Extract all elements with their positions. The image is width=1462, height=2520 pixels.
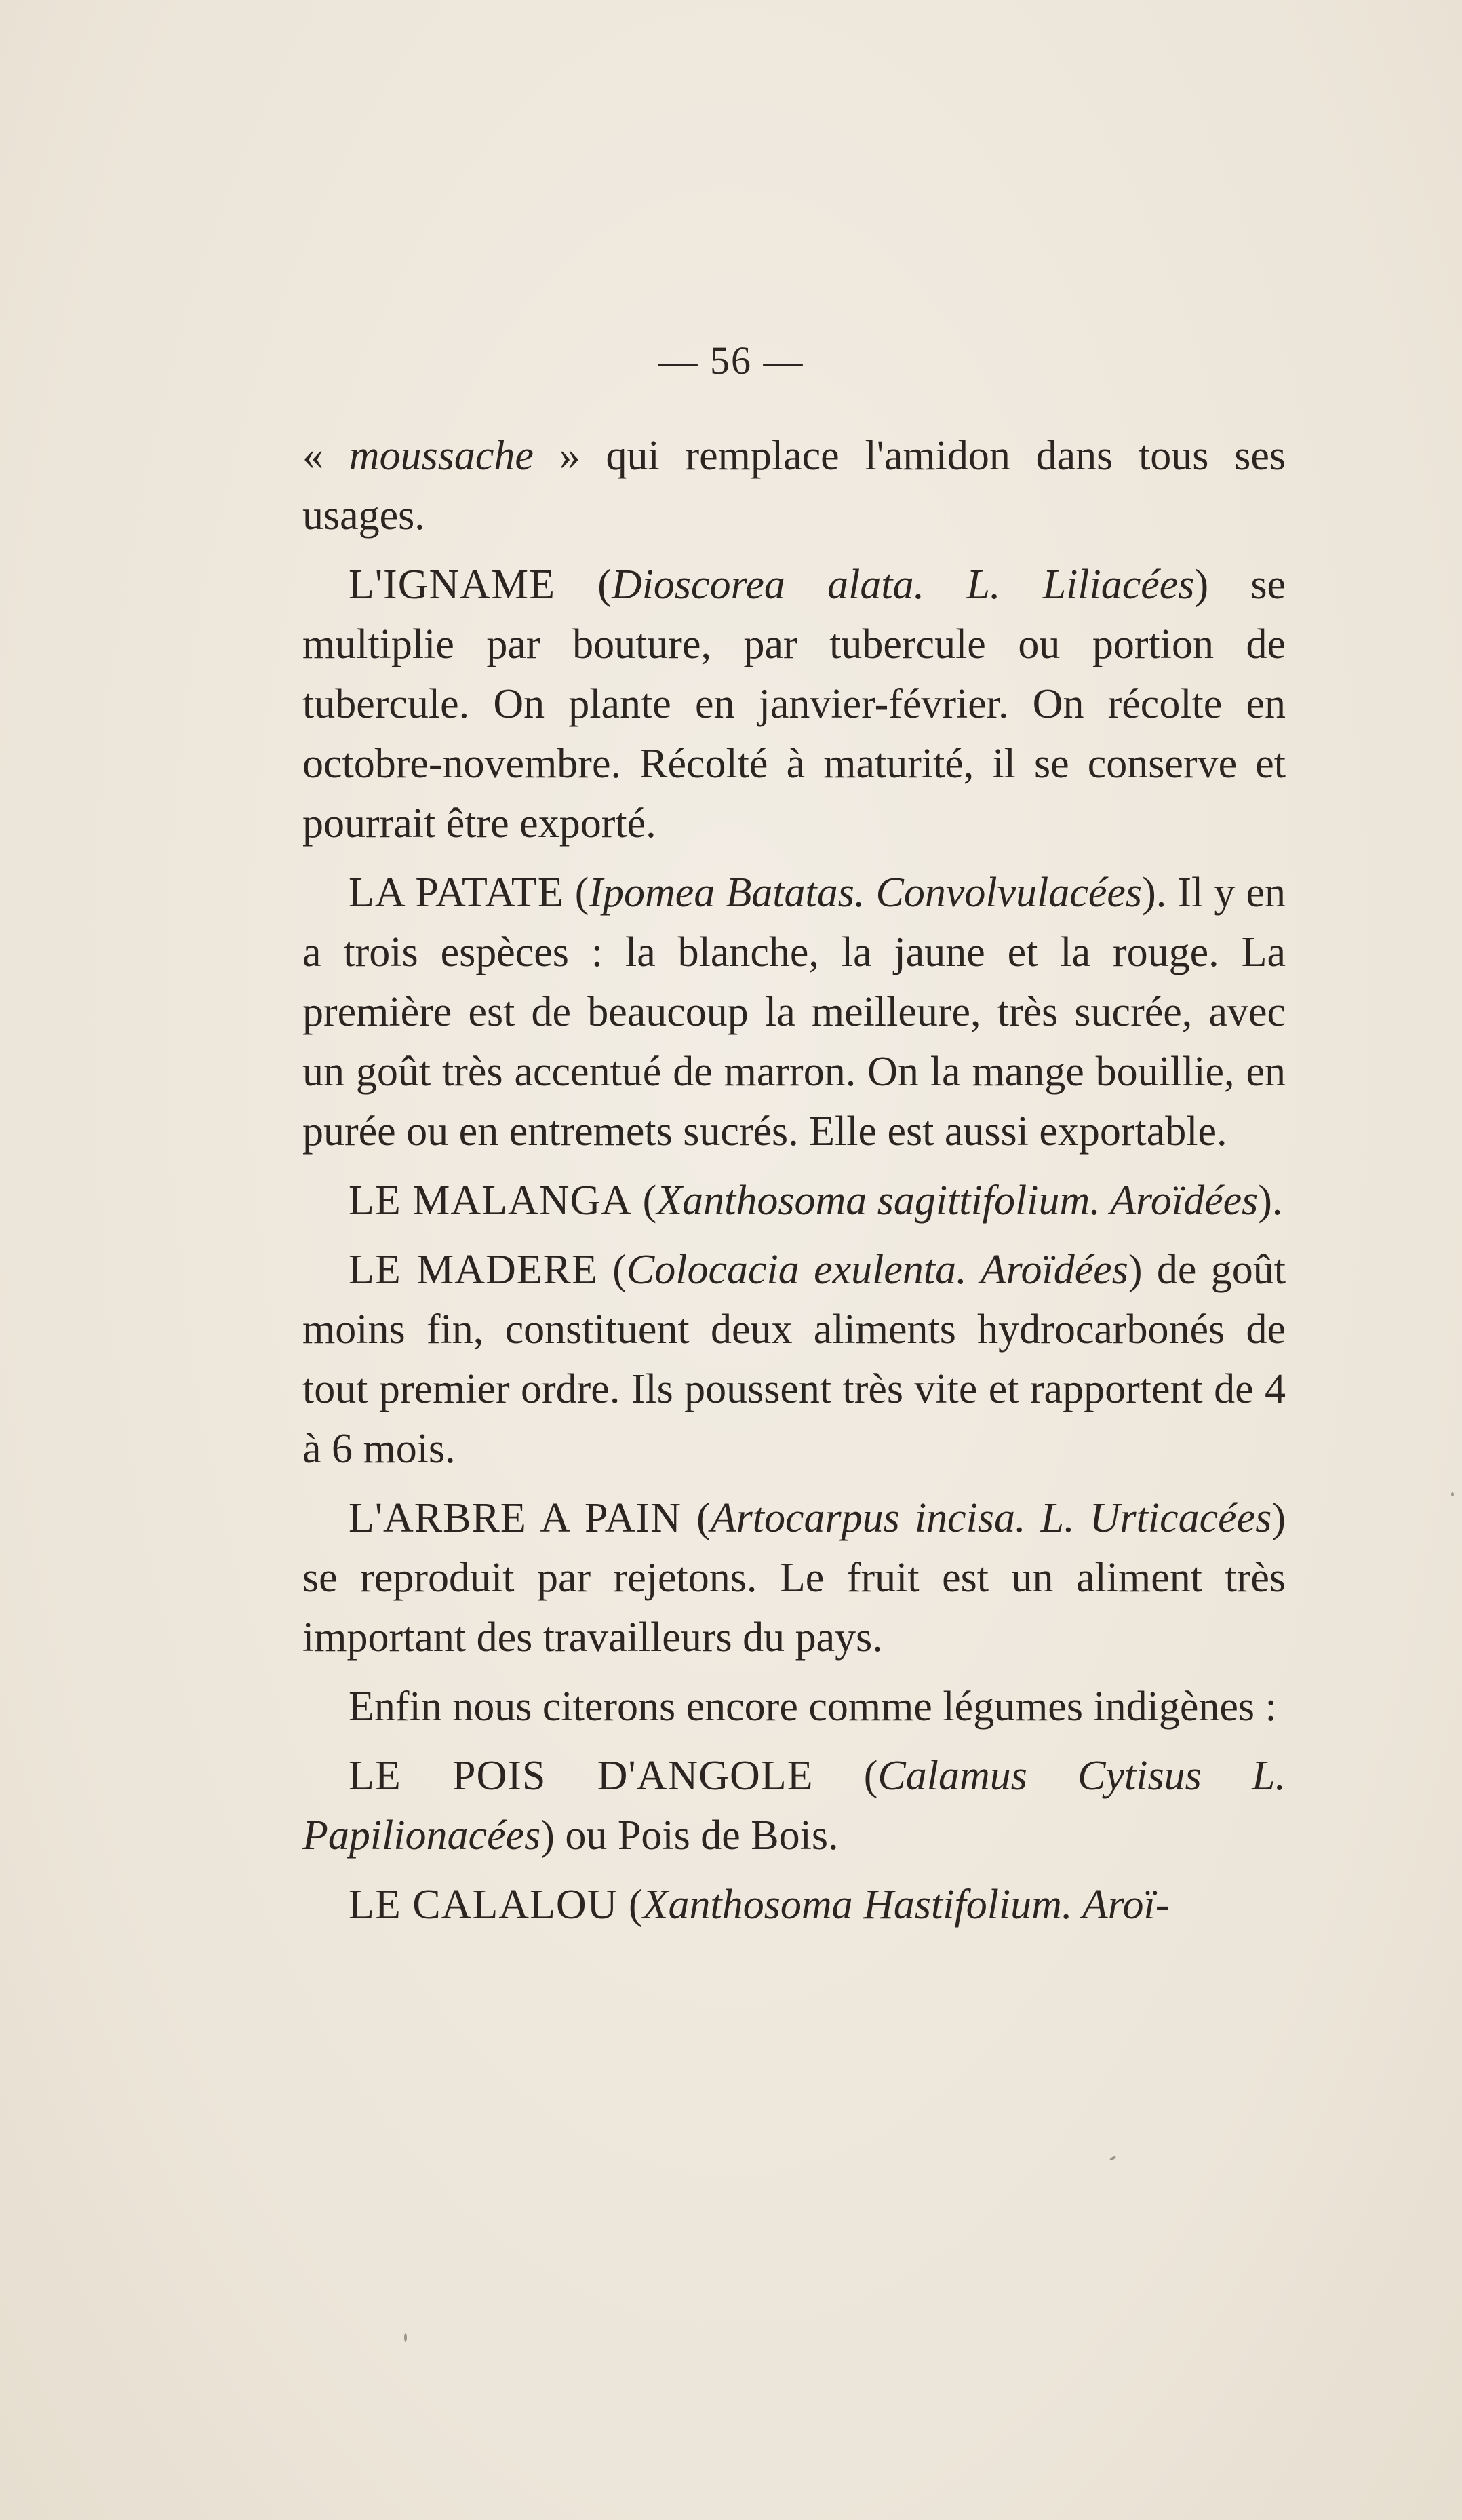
paragraph-moussache <box>302 426 1286 545</box>
text-run: ). Il y en a trois espèces : la blanche, la jaune et la rouge. La première est de beaucoup la meilleure, très sucrée, avec un goût très accentué de marron. On la mange bouillie, en purée ou en entremets sucrés. Elle est aussi exportable. <box>302 870 1286 1155</box>
text-run: ( <box>555 562 612 608</box>
page-number: — 56 — <box>658 338 804 383</box>
text-run: « <box>302 433 349 479</box>
italic-run: Dioscorea alata. L. Liliacées <box>611 562 1195 608</box>
text-run: » qui remplace l'amidon dans tous ses usages. <box>302 433 1286 539</box>
text-run: ( <box>597 1247 627 1293</box>
text-run: ) se reproduit par rejetons. Le fruit est un aliment très important des travailleurs du pays. <box>302 1495 1286 1661</box>
text-run: ) se multiplie par bouture, par tubercule ou portion de tubercule. On plante en janvier-février. On récolte en octobre-novembre. Récolté à maturité, il se conserve et pourrait être exporté. <box>302 562 1286 847</box>
paper-speck <box>1109 2156 1117 2161</box>
paragraph-calalou <box>302 1875 1286 1935</box>
italic-run: moussache <box>349 433 534 479</box>
text-run: Enfin nous citerons encore comme légumes indigènes : <box>349 1684 1277 1730</box>
text-run: ( <box>681 1495 711 1541</box>
paragraph-pois-dangole <box>302 1746 1286 1865</box>
entry-heading: LE MALANGA <box>349 1178 633 1224</box>
text-run: ) de goût moins fin, constituent deux aliments hydrocarbonés de tout premier ordre. Ils poussent très vite et rapportent de 4 à 6 mois. <box>302 1247 1286 1472</box>
text-run: ) ou Pois de Bois. <box>540 1813 839 1859</box>
italic-run: Artocarpus incisa. L. Urticacées <box>710 1495 1272 1541</box>
entry-heading: LE CALALOU <box>349 1882 618 1928</box>
paragraph-legumes <box>302 1677 1286 1737</box>
entry-heading: LE MADERE <box>349 1247 598 1293</box>
text-run: ( <box>813 1753 878 1799</box>
paper-speck <box>404 2333 407 2342</box>
paragraph-madere <box>302 1240 1286 1479</box>
paragraph-igname <box>302 555 1286 853</box>
entry-heading: L'IGNAME <box>349 562 556 608</box>
entry-heading: LA PATATE <box>349 870 564 916</box>
entry-heading: L'ARBRE A PAIN <box>349 1495 681 1541</box>
paragraph-malanga <box>302 1171 1286 1230</box>
italic-run: Calamus Cytisus L. Papilionacées <box>302 1753 1286 1859</box>
entry-heading: LE POIS D'ANGOLE <box>349 1753 814 1799</box>
paper-speck <box>1451 1492 1454 1496</box>
italic-run: Colocacia exulenta. Aroïdées <box>626 1247 1128 1293</box>
italic-run: Ipomea Batatas. Convolvulacées <box>589 870 1143 916</box>
text-run: ). <box>1258 1178 1283 1224</box>
text-run: ( <box>564 870 589 916</box>
italic-run: Xanthosoma Hastifolium. Aroï- <box>642 1882 1170 1928</box>
body-text <box>302 426 1286 1944</box>
italic-run: Xanthosoma sagittifolium. Aroïdées <box>656 1178 1259 1224</box>
paragraph-arbre-a-pain <box>302 1488 1286 1667</box>
text-run: ( <box>632 1178 657 1224</box>
paragraph-patate <box>302 863 1286 1161</box>
text-run: ( <box>618 1882 643 1928</box>
